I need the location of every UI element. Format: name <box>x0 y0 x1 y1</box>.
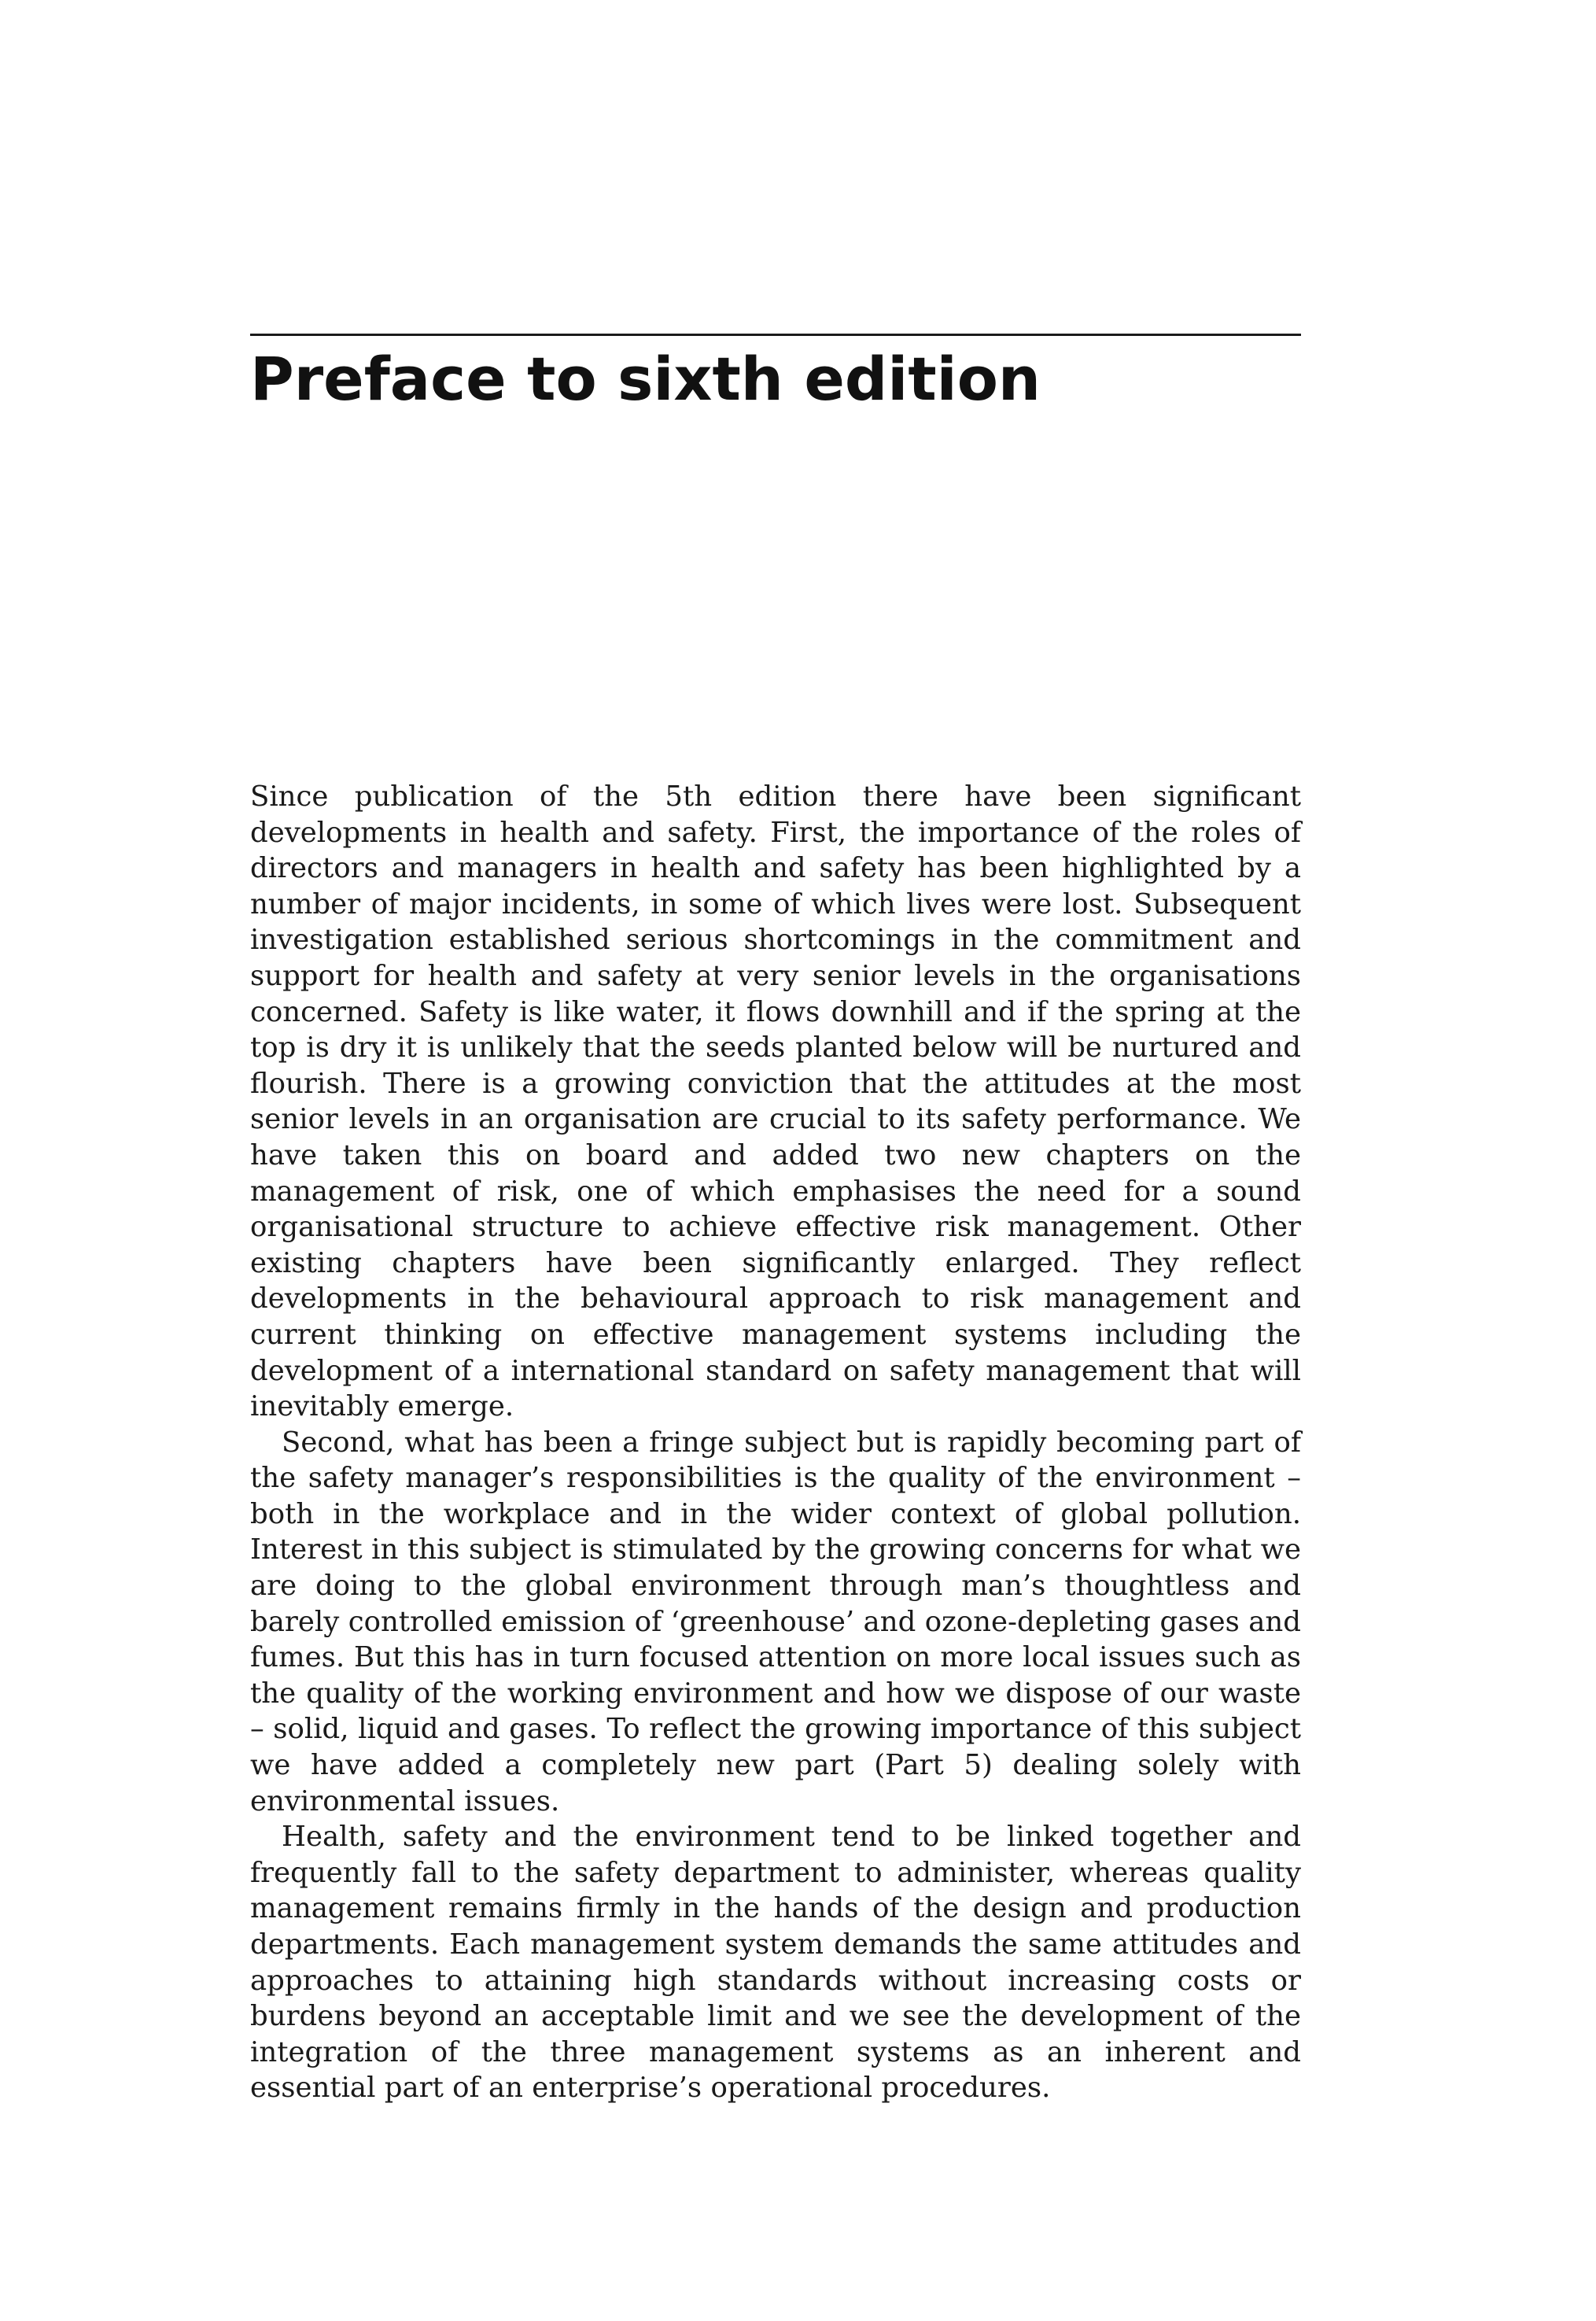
preface-body <box>250 779 1301 2106</box>
paragraph-2: Second, what has been a fringe subject but is rapidly becoming part of the safety manager’s responsibilities is the quality of the environment – both in the workplace and in the wider context of global pollution. Interest in this subject is stimulated by the growing concerns for what we are doing to the global environment through man’s thoughtless and barely controlled emission of ‘greenhouse’ and ozone-depleting gases and fumes. But this has in turn focused attention on more local issues such as the quality of the working environment and how we dispose of our waste – solid, liquid and gases. To reflect the growing importance of this subject we have added a completely new part (Part 5) dealing solely with environmental issues. <box>250 1426 1301 1817</box>
heading-rule <box>250 334 1301 336</box>
paragraph-1: Since publication of the 5th edition there have been significant developments in health and safety. First, the importance of the roles of directors and managers in health and safety has been highlighted by a number of major incidents, in some of which lives were lost. Subsequent investigation established serious shortcomings in the commitment and support for health and safety at very senior levels in the organisations concerned. Safety is like water, it flows downhill and if the spring at the top is dry it is unlikely that the seeds planted below will be nurtured and flourish. There is a growing conviction that the attitudes at the most senior levels in an organisation are crucial to its safety performance. We have taken this on board and added two new chapters on the management of risk, one of which emphasises the need for a sound organisational structure to achieve effective risk management. Other existing chapters have been significantly enlarged. They reflect developments in the behavioural approach to risk management and current thinking on effective management systems including the development of a international standard on safety management that will inevitably emerge. <box>250 780 1301 1423</box>
paragraph-3: Health, safety and the environment tend to be linked together and frequently fall to the safety department to administer, whereas quality management remains firmly in the hands of the design and production departments. Each management system demands the same attitudes and approaches to attaining high standards without increasing costs or burdens beyond an acceptable limit and we see the development of the integration of the three management systems as an inherent and essential part of an enterprise’s operational procedures. <box>250 1821 1301 2105</box>
page-title: Preface to sixth edition <box>250 344 1041 414</box>
